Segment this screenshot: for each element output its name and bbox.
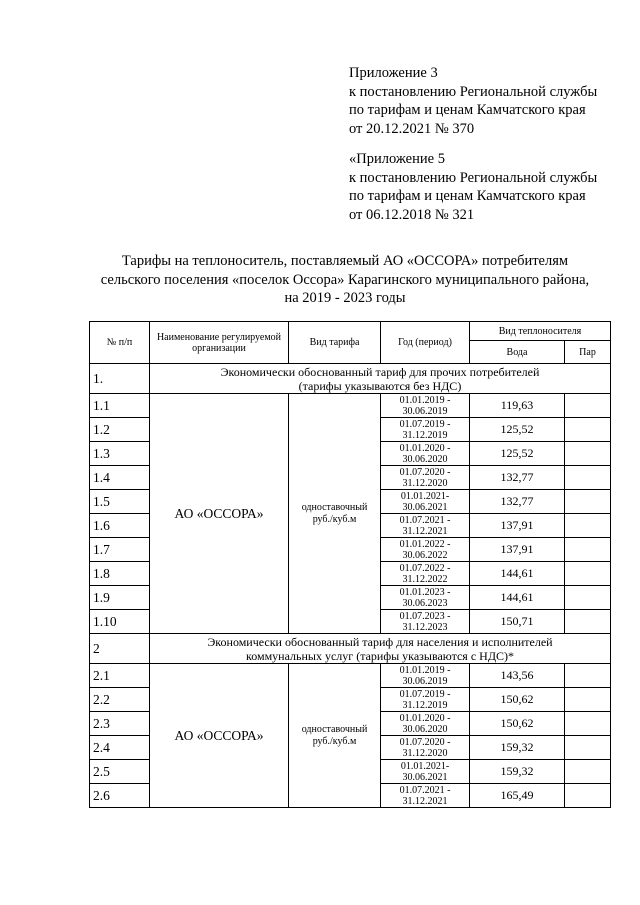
period-start: 01.01.2019 -	[399, 664, 451, 676]
row-num: 2.5	[90, 760, 150, 784]
period-end: 30.06.2023	[402, 597, 448, 609]
appendix-5-line4: от 06.12.2018 № 321	[349, 206, 475, 223]
row-steam	[565, 394, 611, 418]
row-num: 1.8	[90, 562, 150, 586]
period-end: 31.12.2023	[402, 621, 448, 633]
section-1-title	[150, 364, 611, 394]
title-line2: сельского поселения «поселок Оссора» Карагинского муниципального района,	[100, 271, 590, 288]
period-start: 01.07.2023 -	[399, 610, 451, 622]
title-line3: на 2019 - 2023 годы	[284, 290, 406, 306]
row-num: 2.4	[90, 736, 150, 760]
table-row	[90, 664, 611, 688]
header-period: Год (период)	[381, 322, 470, 364]
section-2-num: 2	[90, 634, 150, 664]
row-num: 1.1	[90, 394, 150, 418]
period-end: 30.06.2020	[402, 723, 448, 735]
period-start: 01.07.2020 -	[399, 736, 451, 748]
period-start: 01.07.2022 -	[399, 562, 451, 574]
row-steam	[565, 712, 611, 736]
row-steam	[565, 760, 611, 784]
appendix-3-line4: от 20.12.2021 № 370	[349, 120, 475, 137]
row-num: 1.7	[90, 538, 150, 562]
row-water: 137,91	[470, 514, 565, 538]
row-period	[381, 538, 470, 562]
row-water: 125,52	[470, 442, 565, 466]
section-2-title	[150, 634, 611, 664]
row-period	[381, 688, 470, 712]
row-water: 159,32	[470, 760, 565, 784]
row-water: 150,71	[470, 610, 565, 634]
appendix-3-line2: к постановлению Региональной службы	[349, 83, 598, 100]
period-start: 01.01.2023 -	[399, 586, 451, 598]
header-water: Вода	[470, 341, 565, 364]
row-num: 1.2	[90, 418, 150, 442]
row-period	[381, 760, 470, 784]
header-carrier: Вид теплоносителя	[470, 322, 611, 341]
row-num: 1.10	[90, 610, 150, 634]
row-period	[381, 562, 470, 586]
row-period	[381, 514, 470, 538]
row-water: 144,61	[470, 586, 565, 610]
period-start: 01.01.2019 -	[399, 394, 451, 406]
appendix-5-line3: по тарифам и ценам Камчатского края	[349, 188, 586, 204]
appendix-5-line1: «Приложение 5	[349, 151, 445, 167]
row-water: 125,52	[470, 418, 565, 442]
row-steam	[565, 664, 611, 688]
header-num: № п/п	[90, 322, 150, 364]
title-line1: Тарифы на теплоноситель, поставляемый АО «ОССОРА» потребителям	[121, 253, 569, 269]
period-start: 01.07.2021 -	[399, 784, 451, 796]
period-start: 01.07.2019 -	[399, 418, 451, 430]
row-water: 144,61	[470, 562, 565, 586]
row-steam	[565, 688, 611, 712]
tariff-table	[89, 321, 611, 808]
table-row	[90, 394, 611, 418]
section-1-org: АО «ОССОРА»	[150, 394, 289, 634]
row-num: 1.3	[90, 442, 150, 466]
row-period	[381, 610, 470, 634]
period-end: 31.12.2019	[402, 699, 448, 711]
section-2-row	[90, 634, 611, 664]
document-title	[80, 252, 610, 308]
row-period	[381, 466, 470, 490]
row-num: 2.6	[90, 784, 150, 808]
section-2-title-line2: коммунальных услуг (тарифы указываются с НДС)*	[245, 648, 515, 663]
row-steam	[565, 736, 611, 760]
appendix-5-header	[349, 150, 597, 224]
period-start: 01.01.2020 -	[399, 712, 451, 724]
section-2-type-line1: одноставочный	[301, 723, 368, 735]
period-start: 01.07.2021 -	[399, 514, 451, 526]
row-steam	[565, 418, 611, 442]
row-steam	[565, 586, 611, 610]
row-steam	[565, 442, 611, 466]
row-steam	[565, 784, 611, 808]
row-num: 2.1	[90, 664, 150, 688]
row-period	[381, 418, 470, 442]
section-2-title-line1: Экономически обоснованный тариф для населения и исполнителей	[207, 634, 553, 649]
appendix-3-header	[349, 64, 597, 138]
row-steam	[565, 490, 611, 514]
period-start: 01.07.2019 -	[399, 688, 451, 700]
period-end: 30.06.2022	[402, 549, 448, 561]
period-start: 01.01.2020 -	[399, 442, 451, 454]
period-start: 01.01.2022 -	[399, 538, 451, 550]
row-period	[381, 736, 470, 760]
section-1-row	[90, 364, 611, 394]
period-end: 31.12.2020	[402, 747, 448, 759]
header-org: Наименование регулируемой организации	[150, 322, 289, 364]
row-num: 1.9	[90, 586, 150, 610]
period-end: 31.12.2022	[402, 573, 448, 585]
header-type: Вид тарифа	[289, 322, 381, 364]
row-period	[381, 442, 470, 466]
period-start: 01.07.2020 -	[399, 466, 451, 478]
section-2-tariff-type	[289, 664, 381, 808]
row-period	[381, 490, 470, 514]
section-1-tariff-type	[289, 394, 381, 634]
section-1-type-line2: руб./куб.м	[312, 513, 357, 525]
period-end: 30.06.2021	[402, 771, 448, 783]
section-1-title-line2: (тарифы указываются без НДС)	[298, 378, 462, 393]
row-steam	[565, 610, 611, 634]
row-period	[381, 664, 470, 688]
row-period	[381, 394, 470, 418]
section-1-num: 1.	[90, 364, 150, 394]
period-end: 31.12.2020	[402, 477, 448, 489]
section-2-org: АО «ОССОРА»	[150, 664, 289, 808]
row-num: 2.3	[90, 712, 150, 736]
period-end: 30.06.2021	[402, 501, 448, 513]
row-steam	[565, 514, 611, 538]
row-water: 137,91	[470, 538, 565, 562]
period-end: 31.12.2021	[402, 795, 448, 807]
section-1-title-line1: Экономически обоснованный тариф для прочих потребителей	[220, 364, 540, 379]
row-water: 132,77	[470, 490, 565, 514]
appendix-3-line3: по тарифам и ценам Камчатского края	[349, 102, 586, 118]
appendix-5-line2: к постановлению Региональной службы	[349, 169, 598, 186]
section-1-type-line1: одноставочный	[301, 501, 368, 513]
row-num: 1.5	[90, 490, 150, 514]
row-water: 165,49	[470, 784, 565, 808]
row-num: 1.4	[90, 466, 150, 490]
row-period	[381, 712, 470, 736]
row-water: 143,56	[470, 664, 565, 688]
row-water: 150,62	[470, 688, 565, 712]
section-2-type-line2: руб./куб.м	[312, 735, 357, 747]
row-period	[381, 784, 470, 808]
row-steam	[565, 562, 611, 586]
appendix-3-line1: Приложение 3	[349, 65, 438, 81]
period-end: 31.12.2021	[402, 525, 448, 537]
row-num: 1.6	[90, 514, 150, 538]
period-start: 01.01.2021-	[400, 490, 450, 502]
period-end: 31.12.2019	[402, 429, 448, 441]
period-end: 30.06.2019	[402, 405, 448, 417]
period-start: 01.01.2021-	[400, 760, 450, 772]
row-water: 119,63	[470, 394, 565, 418]
row-period	[381, 586, 470, 610]
header-steam: Пар	[565, 341, 611, 364]
row-water: 132,77	[470, 466, 565, 490]
row-steam	[565, 538, 611, 562]
period-end: 30.06.2019	[402, 675, 448, 687]
row-water: 159,32	[470, 736, 565, 760]
row-steam	[565, 466, 611, 490]
period-end: 30.06.2020	[402, 453, 448, 465]
row-num: 2.2	[90, 688, 150, 712]
row-water: 150,62	[470, 712, 565, 736]
